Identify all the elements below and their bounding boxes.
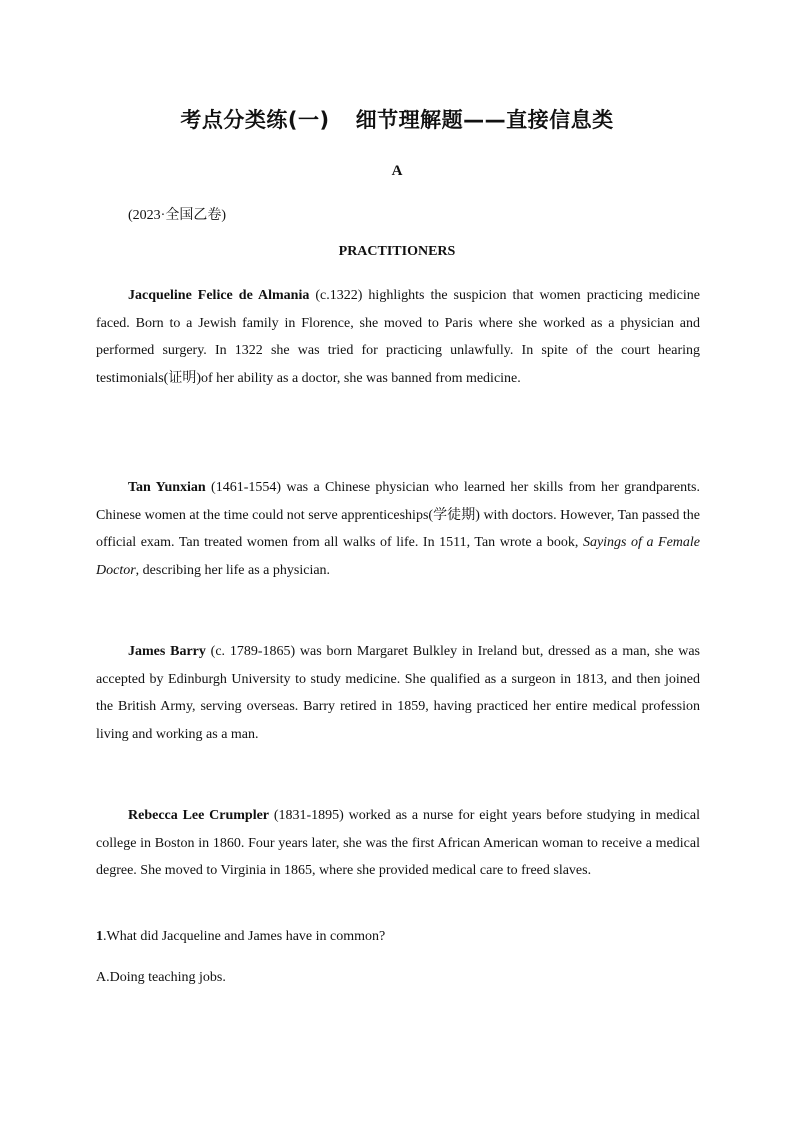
exam-source: (2023·全国乙卷) [128, 208, 226, 223]
title-part-1: 考点分类练(一) [180, 108, 330, 132]
book-title: Sayings of a Female Doctor [96, 535, 700, 578]
section-label: A [391, 163, 403, 179]
paragraph-text-end: , describing her life as a physician. [135, 562, 331, 578]
paragraph-james-barry [96, 638, 700, 748]
paragraph-text: (1831-1895) worked as a nurse for eight years before studying in medical college in Boston in 1860. Four years later, she was the first African American woman to receive a medical degree. She moved to Virginia in 1865, where she provided medical care to freed slaves. [96, 808, 700, 878]
paragraph-text: (c. 1789-1865) was born Margaret Bulkley in Ireland but, dressed as a man, she was accepted by Edinburgh University to study medicine. She qualified as a surgeon in 1813, and then joined the British Army, serving overseas. Barry retired in 1859, having practiced her entire medical profession living and working as a man. [96, 644, 700, 742]
page-title [0, 104, 794, 134]
person-name: James Barry [128, 644, 206, 659]
question-number: 1 [96, 929, 103, 944]
question-1 [96, 929, 385, 945]
person-name: Rebecca Lee Crumpler [128, 808, 270, 823]
title-part-2: 细节理解题——直接信息类 [355, 108, 614, 132]
person-name: Tan Yunxian [128, 480, 206, 495]
paragraph-text: (c.1322) highlights the suspicion that women practicing medicine faced. Born to a Jewish family in Florence, she moved to Paris where she worked as a physician and performed surgery. In 1322 she was tried for practicing unlawfully. In spite of the court hearing testimonials(证明)of her ability as a doctor, she was banned from medicine. [96, 288, 700, 386]
paragraph-almania [96, 282, 700, 392]
question-text: .What did Jacqueline and James have in common? [103, 929, 386, 944]
paragraph-crumpler [96, 802, 700, 885]
person-name: Jacqueline Felice de Almania [128, 288, 310, 303]
answer-option-a: A.Doing teaching jobs. [96, 970, 226, 985]
paragraph-text: (1461-1554) was a Chinese physician who learned her skills from her grandparents. Chinese women at the time could not serve apprenticeships(学徒期) with doctors. However, Tan passed the official exam. Tan treated women from all walks of life. In 1511, Tan wrote a book, [96, 480, 700, 550]
paragraph-tan-yunxian [96, 474, 700, 584]
passage-heading: PRACTITIONERS [338, 244, 456, 259]
